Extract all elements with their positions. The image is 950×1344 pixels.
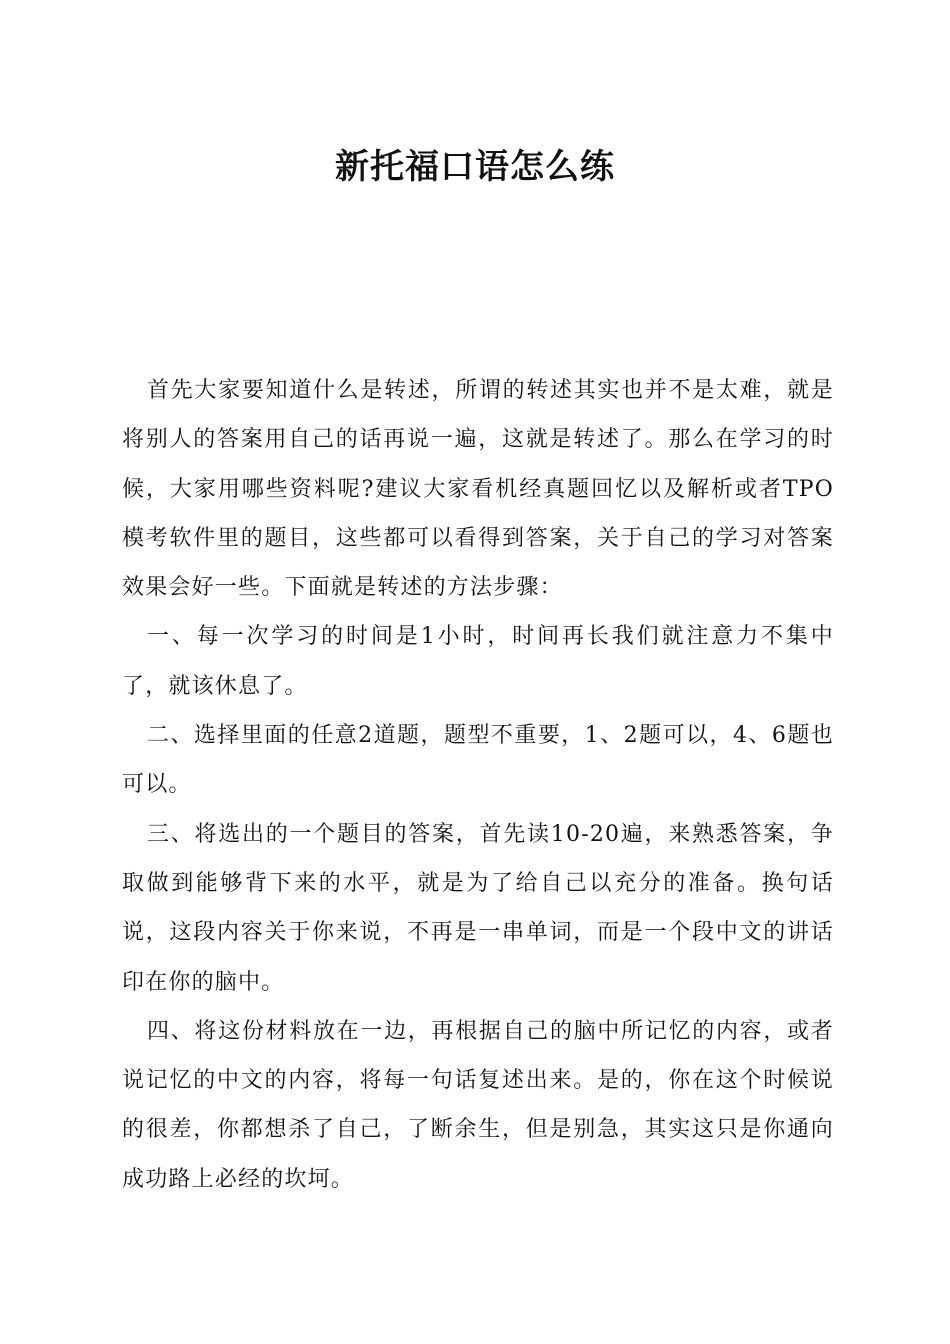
paragraph-step-2: 二、选择里面的任意2道题，题型不重要，1、2题可以，4、6题也可以。 — [122, 723, 834, 798]
paragraph-step-1: 一、每一次学习的时间是1小时，时间再长我们就注意力不集中了，就该休息了。 — [122, 624, 834, 699]
document-title: 新托福口语怎么练 — [335, 147, 615, 187]
paragraph-step-3: 三、将选出的一个题目的答案，首先读10-20遍，来熟悉答案，争取做到能够背下来的水平，就是为了给自己以充分的准备。换句话说，这段内容关于你来说，不再是一串单词，而是一个段中文的讲话印在你的脑中。 — [122, 821, 834, 995]
paragraph-step-4: 四、将这份材料放在一边，再根据自己的脑中所记忆的内容，或者说记忆的中文的内容，将每一句话复述出来。是的，你在这个时候说的很差，你都想杀了自己，了断余生，但是别急，其实这只是你通向成功路上必经的坎坷。 — [122, 1018, 834, 1192]
paragraph-intro: 首先大家要知道什么是转述，所谓的转述其实也并不是太难，就是将别人的答案用自己的话再说一遍，这就是转述了。那么在学习的时候，大家用哪些资料呢?建议大家看机经真题回忆以及解析或者TPO模考软件里的题目，这些都可以看得到答案，关于自己的学习对答案效果会好一些。下面就是转述的方法步骤： — [122, 378, 834, 601]
document-body — [122, 366, 834, 1204]
